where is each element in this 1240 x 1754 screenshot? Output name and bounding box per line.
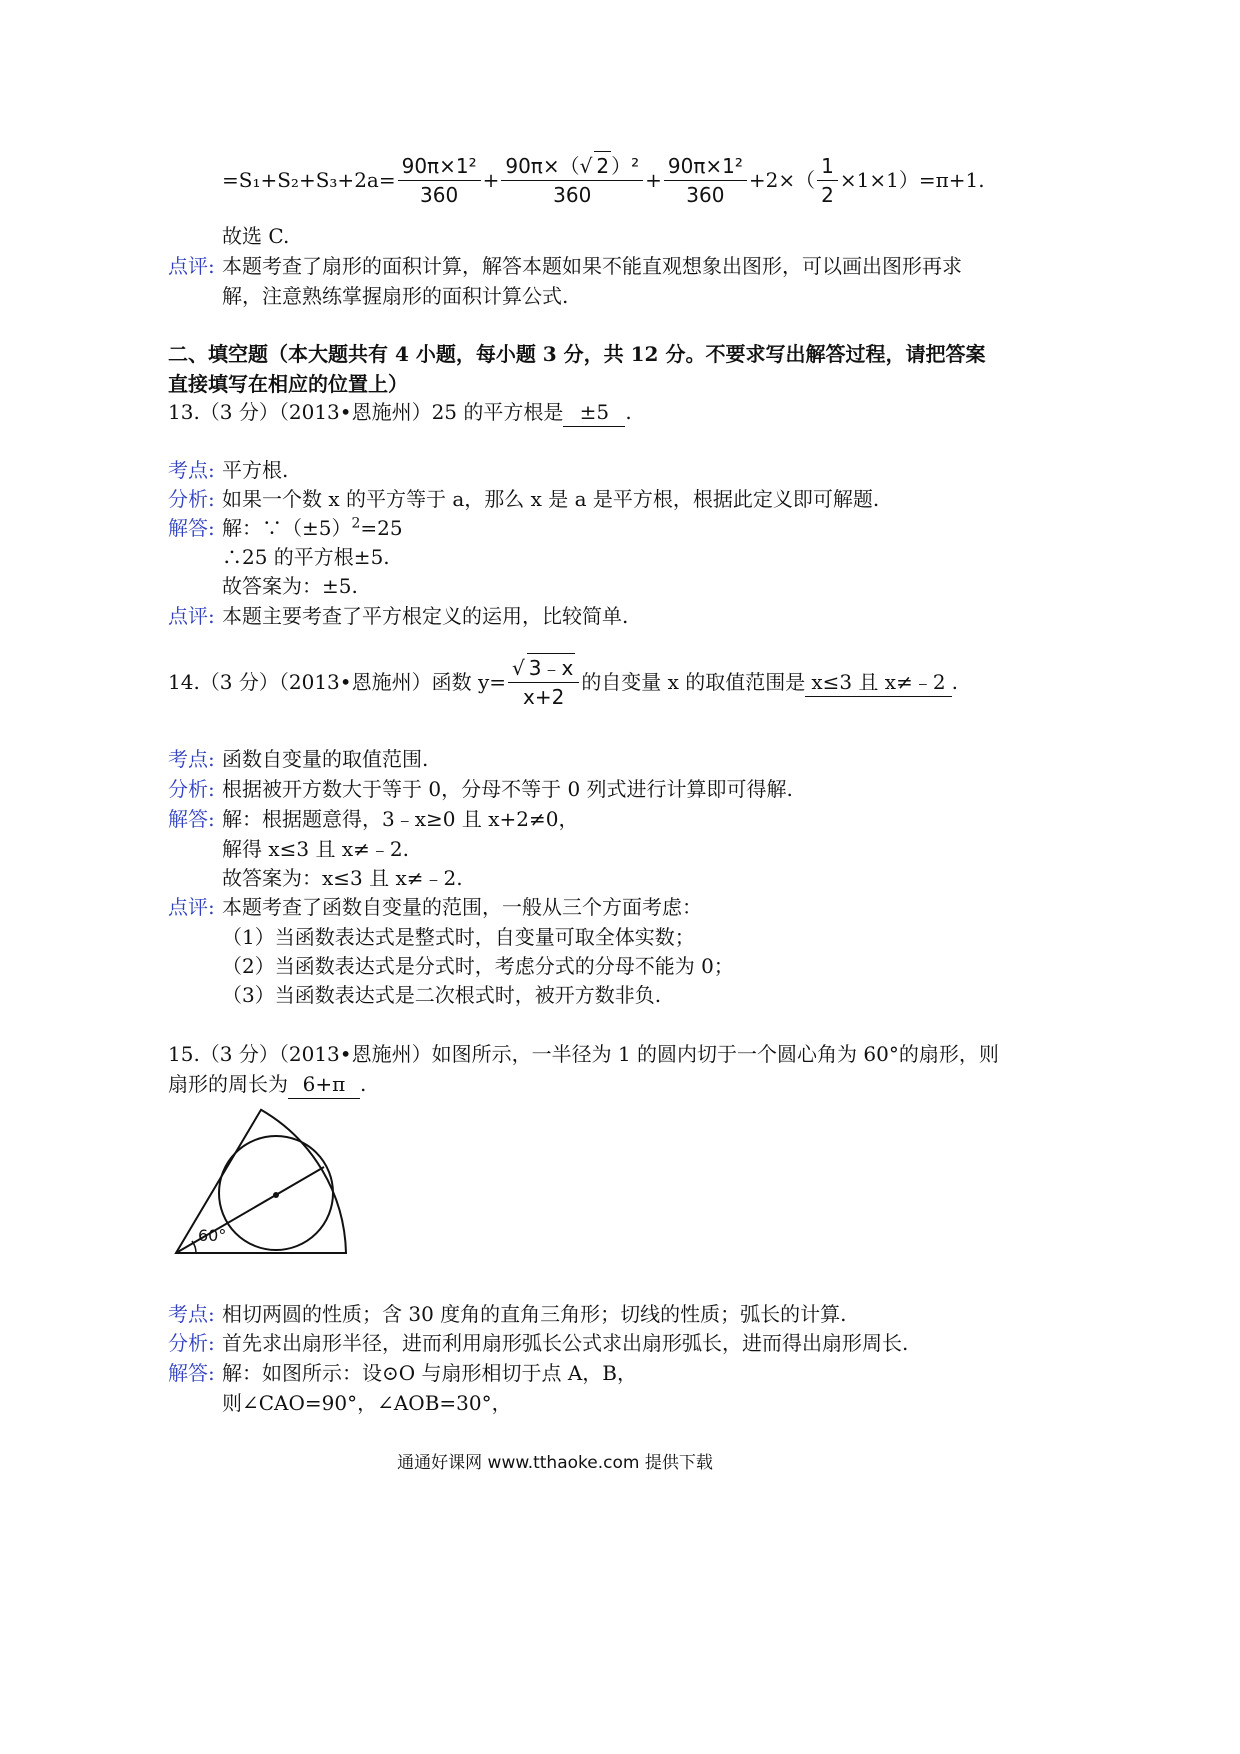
q13-fenxi-label: 分析: [168,487,215,511]
q13-jieda-label: 解答: [168,516,215,540]
q14-sqrt: 3﹣x [527,653,576,682]
q14-fraction-denominator: x+2 [522,685,565,709]
fraction-1-numerator: 90π×1² [398,152,481,181]
comment-line-1: 本题考查了扇形的面积计算，解答本题如果不能直观想象出图形，可以画出图形再求 [222,254,962,278]
fraction-2 [501,151,643,209]
q14-dianping-label: 点评: [168,895,215,919]
q13-stem [168,398,632,427]
fraction-3 [664,152,747,209]
fraction-3-numerator: 90π×1² [664,152,747,181]
plus-2: + [645,168,662,192]
q13-dianping: 本题主要考查了平方根定义的运用，比较简单. [222,604,629,628]
q14-jieda-1: 解：根据题意得，3﹣x≥0 且 x+2≠0， [222,807,579,831]
q14-jieda-3: 故答案为：x≤3 且 x≠﹣2. [222,866,463,890]
half-denominator: 2 [821,182,834,207]
q14-answer: x≤3 且 x≠﹣2 [805,668,951,697]
half-numerator: 1 [817,152,838,181]
fraction-3-denominator: 360 [686,182,725,207]
q15-kaodian: 相切两圆的性质；含 30 度角的直角三角形；切线的性质；弧长的计算. [222,1302,847,1326]
q13-stem-text: 13.（3 分）（2013•恩施州）25 的平方根是 [168,400,564,424]
formula-prefix: =S₁+S₂+S₃+2a= [222,168,396,192]
q15-jieda-1: 解：如图所示：设⊙O 与扇形相切于点 A，B， [222,1361,638,1385]
half-fraction [817,152,838,209]
fraction-2-denominator: 360 [553,183,592,207]
q15-jieda-label: 解答: [168,1361,215,1385]
q13-jieda-1b: =25 [360,516,403,540]
formula-line [222,150,985,210]
q14-stem-end: . [951,670,958,694]
q13-stem-end: . [625,400,632,424]
formula-tail-a: +2×（ [748,168,816,192]
choice-line: 故选 C. [222,224,290,248]
q15-stem-line-2a: 扇形的周长为 [168,1072,288,1096]
q14-point-2: （2）当函数表达式是分式时，考虑分式的分母不能为 0； [222,954,734,978]
figure-angle-label: 60° [198,1226,227,1245]
q14-fraction-numerator: √ 3﹣x [508,653,579,683]
circle-center-dot [273,1192,279,1198]
comment-label: 点评: [168,254,215,278]
q15-answer: 6+π [288,1070,360,1099]
q15-fenxi: 首先求出扇形半径，进而利用扇形弧长公式求出扇形弧长，进而得出扇形周长. [222,1331,909,1355]
q13-jieda-2: ∴25 的平方根±5. [222,545,390,569]
fraction-2-numerator: 90π×（√ 2 ）² [501,151,643,181]
q13-answer: ±5 [563,398,625,427]
sqrt-2: 2 [594,151,611,180]
q13-jieda-1 [222,514,403,542]
q14-fenxi-label: 分析: [168,777,215,801]
q15-kaodian-label: 考点: [168,1302,215,1326]
q14-dianping: 本题考查了函数自变量的范围，一般从三个方面考虑： [222,895,702,919]
plus-1: + [482,168,500,192]
q14-fenxi: 根据被开方数大于等于 0，分母不等于 0 列式进行计算即可得解. [222,777,793,801]
q14-stem-a: 14.（3 分）（2013•恩施州）函数 y= [168,670,506,694]
formula-tail-b: ×1×1）=π+1. [839,168,985,192]
q13-kaodian: 平方根. [222,458,289,482]
q13-jieda-1-sup: 2 [351,515,361,532]
section-heading-line-2: 直接填写在相应的位置上） [168,372,408,396]
q15-stem-line-2 [168,1070,366,1099]
q14-kaodian: 函数自变量的取值范围. [222,747,429,771]
q15-stem-line-1: 15.（3 分）（2013•恩施州）如图所示，一半径为 1 的圆内切于一个圆心角为 60°的扇形，则 [168,1042,999,1066]
q13-jieda-1a: 解：∵（±5） [222,516,352,540]
q14-stem [168,652,958,712]
fraction-2-num-a: 90π×（ [505,154,580,178]
q14-jieda-label: 解答: [168,807,215,831]
q13-kaodian-label: 考点: [168,458,215,482]
q14-stem-b: 的自变量 x 的取值范围是 [581,670,806,694]
q13-dianping-label: 点评: [168,604,215,628]
q14-kaodian-label: 考点: [168,747,215,771]
q13-fenxi: 如果一个数 x 的平方等于 a，那么 x 是 a 是平方根，根据此定义即可解题. [222,487,880,511]
fraction-1 [398,152,481,209]
comment-line-2: 解，注意熟练掌握扇形的面积计算公式. [222,284,569,308]
q15-fenxi-label: 分析: [168,1331,215,1355]
q15-jieda-2: 则∠CAO=90°，∠AOB=30°， [222,1391,512,1415]
section-heading-line-1: 二、填空题（本大题共有 4 小题，每小题 3 分，共 12 分。不要求写出解答过程，请把答案 [168,342,986,366]
q14-jieda-2: 解得 x≤3 且 x≠﹣2. [222,837,409,861]
page-footer: 通通好课网 www.tthaoke.com 提供下载 [397,1453,713,1473]
q13-jieda-3: 故答案为：±5. [222,574,358,598]
q14-fraction [508,653,579,711]
q14-point-1: （1）当函数表达式是整式时，自变量可取全体实数； [222,925,695,949]
q15-stem-end: . [360,1072,367,1096]
fraction-1-denominator: 360 [420,182,459,207]
fraction-2-num-c: ）² [611,154,640,178]
q14-point-3: （3）当函数表达式是二次根式时，被开方数非负. [222,983,662,1007]
sector-figure [168,1108,368,1288]
